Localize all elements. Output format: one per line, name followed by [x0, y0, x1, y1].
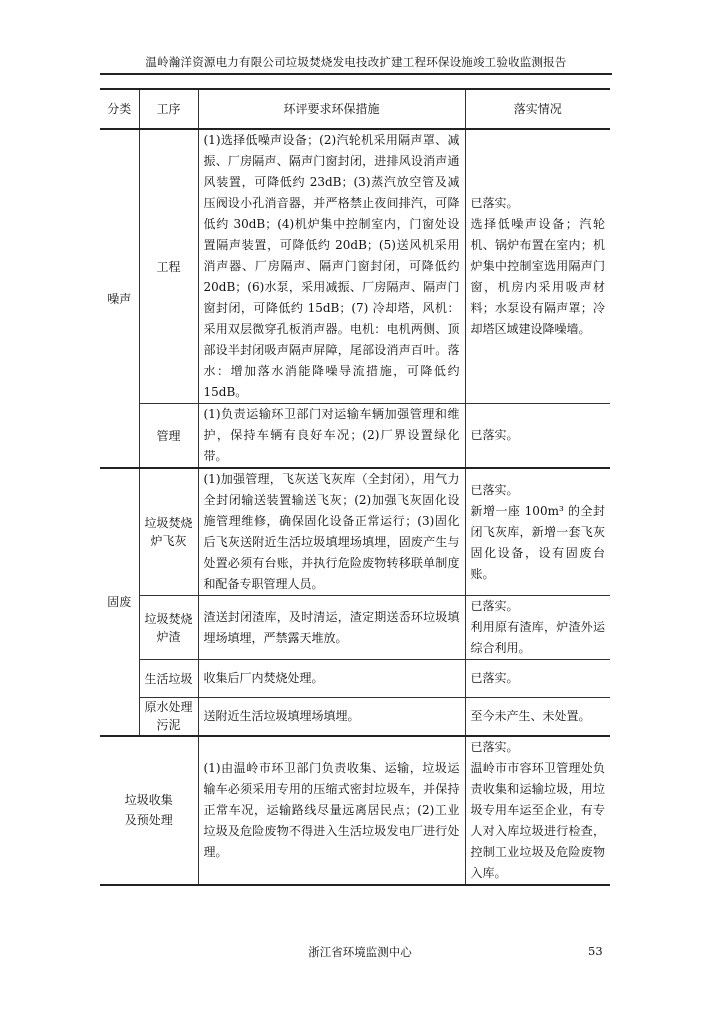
- implementation-text: 已落实。 新增一座 100m³ 的全封闭飞灰库，新增一套飞灰固化设备，设有固废台账。: [470, 482, 605, 581]
- implementation-cell: 至今未产生、未处置。: [465, 698, 610, 736]
- process-cell: 工程: [139, 129, 198, 404]
- table-row: [100, 596, 610, 660]
- report-header: 温岭瀚洋资源电力有限公司垃圾焚烧发电技改扩建工程环保设施竣工验收监测报告: [145, 55, 567, 69]
- table-row: [100, 736, 610, 885]
- implementation-cell: 已落实。: [465, 660, 610, 698]
- process-cell: 垃圾焚烧炉渣: [139, 596, 198, 660]
- process-cell: 原水处理污泥: [139, 698, 198, 736]
- table-row: [100, 660, 610, 698]
- requirement-cell: 渣送封闭渣库，及时清运，渣定期送岙环垃圾填埋场填埋，严禁露天堆放。: [198, 596, 465, 660]
- category-cell: [100, 736, 198, 885]
- category-label: 垃圾收集及预处理: [124, 793, 173, 827]
- footer-organization: 浙江省环境监测中心: [308, 945, 412, 959]
- category-cell: 噪声: [100, 129, 139, 468]
- column-header-category: 分类: [100, 89, 139, 129]
- requirement-cell: (1)选择低噪声设备；(2)汽轮机采用隔声罩、减振、厂房隔声、隔声门窗封闭，进排风设消声通风装置，可降低约 23dB；(3)蒸汽放空管及减压阀设小孔消音器，并严格禁止夜间排汽，可降低约 30dB；(4)机炉集中控制室内，门窗处设置隔声装置，可降低约 20dB；(5)送风机采用消声器、厂房隔声、隔声门窗封闭，可降低约 20dB；(6)水泵，采用减振、厂房隔声、隔声门窗封闭，可降低约 15dB；(7) 冷却塔，风机：采用双层微穿孔板消声器。电机：电机两侧、顶部设半封闭吸声隔声屏障，尾部设消声百叶。落水：增加落水消能降噪导流措施，可降低约 15dB。: [198, 129, 465, 404]
- implementation-cell: 已落实。: [465, 404, 610, 469]
- measures-table: [100, 88, 610, 886]
- table-row: [100, 468, 610, 596]
- column-header-implementation: 落实情况: [465, 89, 610, 129]
- requirement-cell: (1)由温岭市环卫部门负责收集、运输，垃圾运输车必须采用专用的压缩式密封垃圾车，并保持正常车况，运输路线尽量远离居民点；(2)工业垃圾及危险废物不得进入生活垃圾发电厂进行处理。: [198, 736, 465, 885]
- requirement-cell: (1)负责运输环卫部门对运输车辆加强管理和维护，保持车辆有良好车况；(2)厂界设置绿化带。: [198, 404, 465, 469]
- implementation-cell: [465, 736, 610, 885]
- implementation-text: 已落实。 温岭市市容环卫管理处负责收集和运输垃圾，用垃圾专用车运至企业，有专人对入库垃圾进行检查，控制工业垃圾及危险废物入库。: [470, 739, 605, 880]
- implementation-cell: [465, 129, 610, 404]
- table-header-row: [100, 89, 610, 129]
- header-rule: [100, 73, 612, 75]
- implementation-text: 已落实。 选择低噪声设备；汽轮机、锅炉布置在室内；机炉集中控制室选用隔声门窗，机房内采用吸声材料；水泵设有隔声罩；冷却塔区域建设降噪墙。: [470, 196, 605, 336]
- process-cell: 垃圾焚烧炉飞灰: [139, 468, 198, 596]
- requirement-cell: 送附近生活垃圾填埋场填埋。: [198, 698, 465, 736]
- column-header-requirement: 环评要求环保措施: [198, 89, 465, 129]
- table-row: [100, 404, 610, 469]
- process-cell: 生活垃圾: [139, 660, 198, 698]
- implementation-cell: [465, 468, 610, 596]
- category-cell: 固废: [100, 468, 139, 736]
- page-number: 53: [588, 944, 603, 958]
- implementation-text: 已落实。 利用原有渣库，炉渣外运综合利用。: [470, 599, 605, 655]
- requirement-cell: 收集后厂内焚烧处理。: [198, 660, 465, 698]
- column-header-process: 工序: [139, 89, 198, 129]
- table-row: [100, 698, 610, 736]
- implementation-cell: [465, 596, 610, 660]
- table-row: [100, 129, 610, 404]
- process-cell: 管理: [139, 404, 198, 469]
- requirement-cell: (1)加强管理，飞灰送飞灰库（全封闭），用气力全封闭输送装置输送飞灰；(2)加强飞灰固化设施管理维修，确保固化设备正常运行；(3)固化后飞灰送附近生活垃圾填埋场填埋，固废产生与处置必须有台账，并执行危险废物转移联单制度和配备专职管理人员。: [198, 468, 465, 596]
